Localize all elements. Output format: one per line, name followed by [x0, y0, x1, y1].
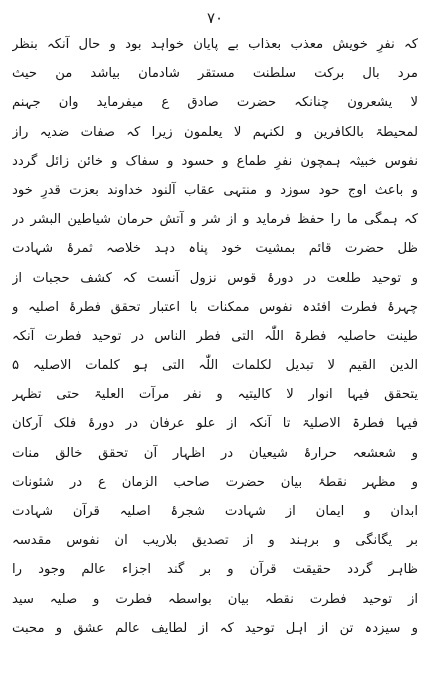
text-line-17: ابدان و ایمان از شہادت شجرۂ اصلیہ قرآن شہادت: [12, 504, 418, 519]
text-line-13: یتحقق فیہا انوار لا کالیتیہ و نفر مرآت العلیۃ حتی تظہر: [12, 387, 418, 403]
text-line-21: و سیزدہ تن از اہل توحید کہ از لطایف عالم عشق و محبت: [12, 620, 418, 636]
text-line-14: فیہا فطرۃ الاصلیۃ تا آنکہ از علو عرفان در دورۂ فلک آرکان: [12, 416, 418, 432]
text-line-9: و توحید طلعت در دورۂ قوس نزول آنست کہ کشف حجبات از: [12, 270, 418, 286]
text-line-5: نفوس خبیثہ ہمچون نفرِ طماع و حسود و سفاک و خائن زائل گردد: [12, 153, 418, 169]
manuscript-text: [12, 30, 418, 643]
text-line-1: کہ نفرِ خویش معذب بعذاب بے پایان خواہد بود و حال آنکہ بنظر: [12, 37, 418, 52]
text-line-20: از توحید فطرت نقطہ بیان بواسطہ فطرت و صلیہ سید: [12, 591, 418, 607]
text-line-2: مرد بال برکت سلطنت مستقر شادمان بیاشد من حیث: [12, 66, 418, 82]
text-line-10: چہرۂ فطرت افئدہ نفوس ممکنات با اعتبار تحقق فطرۂ اصلیہ و: [12, 299, 418, 315]
text-line-11: طینت حاصلیہ فطرۃ اللّٰہ التی فطر الناس در توحید فطرت آنکہ: [12, 328, 418, 344]
text-line-7: کہ ہمگی ما را حفظ فرماید و از شر و آتش حرمان شیاطین البشر در: [12, 212, 418, 228]
text-line-6: و باعث اوج حود سوزد و منتہی عقاب آلنود خداوند بعزت قدرِ خود: [12, 182, 418, 198]
text-line-3: لا یشعرون چنانکہ حضرت صادق ع میفرماید وان جہنم: [12, 95, 418, 111]
text-line-18: بر یگانگی و برہند و از تصدیق بلاریب ان نفوس مقدسہ: [12, 533, 418, 549]
text-line-19: ظاہر گردد حقیقت قرآن و بر گند اجزاء عالم وجود را: [12, 562, 418, 578]
text-line-12: الدین القیم لا تبدیل لکلمات اللّٰہ التی ہو کلمات الاصلیہ ۵: [12, 358, 418, 374]
page-number: ٧٠: [206, 9, 224, 27]
text-line-15: و شعشعہ حرارۂ شیعیان در اظہار آن تحقق خالق منات: [12, 445, 418, 461]
text-line-4: لمحیطۃ بالکافرین و لکنہم لا یعلمون زیرا کہ صفات ضدیہ راز: [12, 124, 418, 140]
text-line-16: و مظہر نقطۂ بیان حضرت صاحب الزمان ع در شئونات: [12, 474, 418, 490]
text-line-8: ظل حضرت قائم بمشیت خود پناہ دہد خلاصہ ثمرۂ شہادت: [12, 241, 418, 257]
